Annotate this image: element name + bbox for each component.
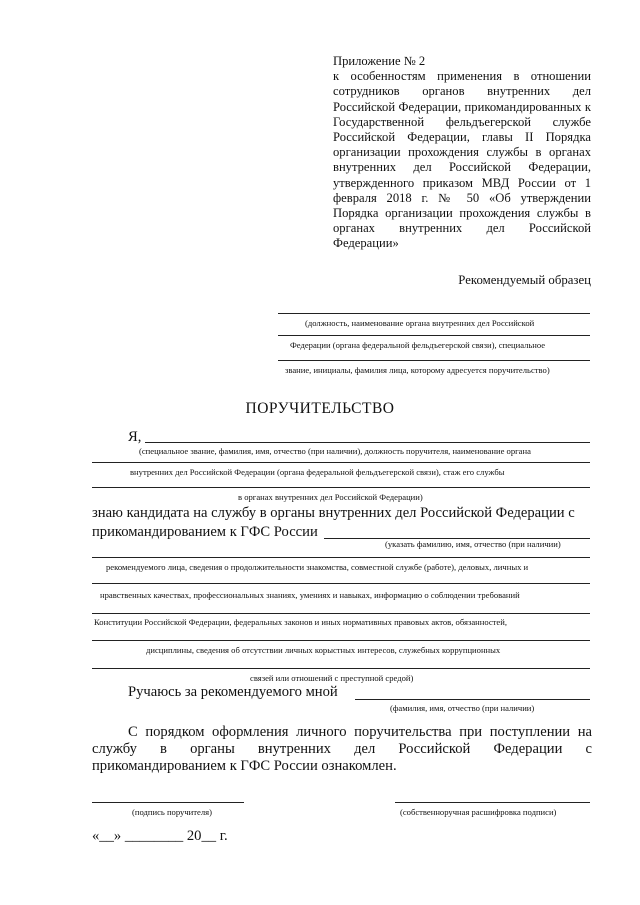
know-candidate-text-1: знаю кандидата на службу в органы внутренних дел Российской Федерации с (92, 505, 575, 521)
vouch-name-line[interactable] (355, 699, 590, 700)
info-line-1[interactable] (92, 557, 590, 558)
addressee-caption-3: звание, инициалы, фамилия лица, которому адресуется поручительство) (285, 365, 550, 375)
info-line-4[interactable] (92, 640, 590, 641)
addressee-caption-2: Федерации (органа федеральной фельдъегерской связи), специальное (290, 340, 546, 350)
acknowledgement-paragraph (92, 724, 592, 775)
signature-caption: (подпись поручителя) (132, 807, 212, 817)
addressee-line-2[interactable] (278, 335, 590, 336)
info-caption-3: Конституции Российской Федерации, федеральных законов и иных нормативных правовых актов, обязанностей, (94, 617, 507, 627)
info-line-3[interactable] (92, 613, 590, 614)
annex-title: Приложение № 2 (333, 54, 426, 68)
guarantor-caption-3: в органах внутренних дел Российской Федерации) (238, 492, 423, 502)
guarantor-line-2[interactable] (92, 462, 590, 463)
transcript-caption: (собственноручная расшифровка подписи) (400, 807, 557, 817)
info-caption-5: связей или отношений с преступной средой) (250, 673, 414, 683)
recommended-sample-label: Рекомендуемый образец (458, 273, 591, 287)
guarantor-line-1[interactable] (145, 442, 590, 443)
guarantor-caption-2: внутренних дел Российской Федерации (органа федеральной фельдъегерской связи), стаж его службы (130, 467, 505, 477)
i-label: Я, (128, 429, 142, 445)
annex-text: к особенностям применения в отношении сотрудников органов внутренних дел Российской Федерации, прикомандированных к Государственной фельдъегерской службе Российской Федерации, главы II Порядка организации прохождения службы в органах внутренних дел Российской Федерации, утвержденного приказом МВД России от 1 февраля 2018 г. № 50 «Об утверждении Порядка организации прохождения службы в органах внутренних дел Российской Федерации» (333, 69, 591, 251)
signature-line[interactable] (92, 802, 244, 803)
info-caption-4: дисциплины, сведения об отсутствии личных корыстных интересов, служебных коррупционных (146, 645, 501, 655)
annex-block (333, 54, 591, 252)
addressee-caption-1: (должность, наименование органа внутренних дел Российской (305, 318, 535, 328)
vouch-caption: (фамилия, имя, отчество (при наличии) (390, 703, 535, 713)
acknowledgement-text: С порядком оформления личного поручительства при поступлении на службу в органы внутренних дел Российской Федерации с прикомандированием к ГФС России ознакомлен. (92, 724, 592, 774)
transcript-line[interactable] (395, 802, 590, 803)
date-line[interactable]: «__» ________ 20__ г. (92, 828, 228, 844)
info-caption-2: нравственных качествах, профессиональных знаниях, умениях и навыках, информацию о соблюдении требований (100, 590, 520, 600)
info-caption-1: рекомендуемого лица, сведения о продолжительности знакомства, совместной службе (работе), деловых, личных и (106, 562, 529, 572)
info-line-5[interactable] (92, 668, 590, 669)
guarantor-caption-1: (специальное звание, фамилия, имя, отчество (при наличии), должность поручителя, наименование органа (139, 446, 531, 456)
know-candidate-text-2: прикомандированием к ГФС России (92, 524, 318, 540)
guarantor-line-3[interactable] (92, 487, 590, 488)
vouch-text: Ручаюсь за рекомендуемого мной (128, 684, 338, 700)
info-line-2[interactable] (92, 583, 590, 584)
addressee-line-3[interactable] (278, 360, 590, 361)
document-heading: ПОРУЧИТЕЛЬСТВО (245, 400, 395, 417)
candidate-caption: (указать фамилию, имя, отчество (при наличии) (385, 539, 561, 549)
addressee-line-1[interactable] (278, 313, 590, 314)
